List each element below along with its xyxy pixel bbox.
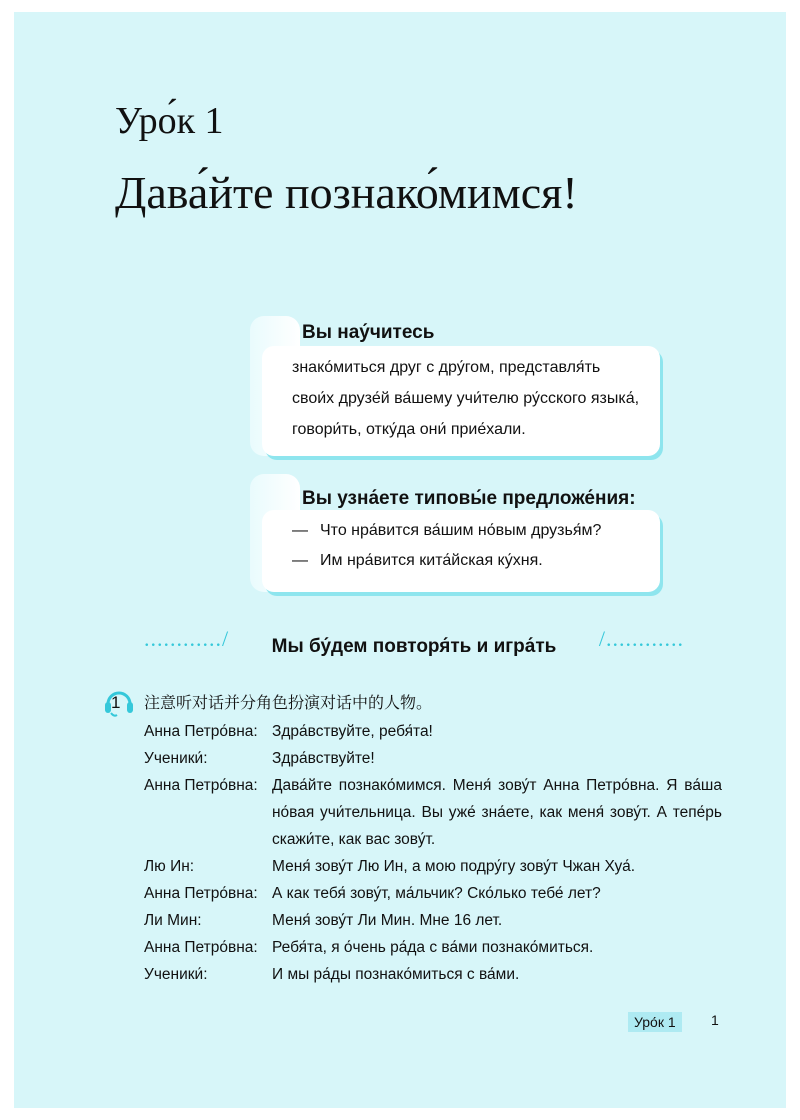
speaker: Анна Петро́вна: — [144, 885, 258, 902]
speech: Ребя́та, я о́чень ра́да с ва́ми познако́миться. — [272, 939, 594, 956]
exercise-number: 1 — [111, 693, 121, 712]
goals-box-body — [262, 346, 660, 456]
phrases-list — [292, 516, 601, 576]
goals-text: знако́миться друг с дру́гом, представля́ть свои́х друзе́й ва́шему учи́телю ру́сского языка́, говори́ть, отку́да они́ прие́хали. — [292, 359, 640, 438]
dialogue-line — [144, 853, 744, 880]
phrase-item — [292, 546, 601, 576]
section-title: Мы бу́дем повторя́ть и игра́ть — [271, 636, 557, 657]
dash-mark: — — [292, 522, 308, 539]
speech: И мы ра́ды познако́миться с ва́ми. — [272, 966, 520, 983]
speaker: Лю Ин: — [144, 858, 195, 875]
phrases-heading: Вы узна́ете типовы́е предложе́ния: — [302, 488, 636, 509]
dialogue-line — [144, 934, 744, 961]
goals-heading: Вы нау́читесь — [302, 322, 435, 343]
dialogue — [144, 718, 744, 988]
speaker: Ли Мин: — [144, 912, 202, 929]
speaker: Ученики́: — [144, 750, 208, 767]
goals-box — [250, 316, 660, 456]
phrases-box-body — [262, 510, 660, 592]
footer-lesson-tag: Уро́к 1 — [628, 1012, 682, 1032]
speech: А как тебя́ зову́т, ма́льчик? Ско́лько тебе́ лет? — [272, 885, 601, 902]
section-header — [144, 624, 684, 660]
dialogue-line — [144, 907, 744, 934]
exercise-instruction: 注意听对话并分角色扮演对话中的人物。 — [144, 693, 433, 712]
dialogue-line — [144, 961, 744, 988]
speaker: Ученики́: — [144, 966, 208, 983]
dialogue-line — [144, 772, 744, 853]
lesson-title: Дава́йте познако́мимся! — [115, 167, 578, 218]
speech: Меня́ зову́т Лю Ин, а мою подру́гу зову́т Чжан Хуа́. — [272, 858, 636, 875]
section-dots-left: ............/ — [144, 626, 230, 651]
dialogue-line — [144, 718, 744, 745]
phrase-text: Им нра́вится кита́йская ку́хня. — [320, 552, 543, 569]
lesson-number: Уро́к 1 — [115, 100, 224, 142]
phrases-box — [250, 474, 660, 592]
speech: Дава́йте познако́мимся. Меня́ зову́т Анна Петро́вна. Я ва́ша но́вая учи́тельница. Вы уже́ зна́ете, как меня́ зову́т. А тепе́рь скажи́те, как вас зову́т. — [272, 777, 722, 848]
phrase-item — [292, 516, 601, 546]
speaker: Анна Петро́вна: — [144, 777, 258, 794]
speech: Здра́вствуйте, ребя́та! — [272, 723, 433, 740]
dash-mark: — — [292, 552, 308, 569]
dialogue-line — [144, 880, 744, 907]
section-dots-right: /............ — [598, 626, 684, 651]
phrase-text: Что нра́вится ва́шим но́вым друзья́м? — [320, 522, 602, 539]
speech: Меня́ зову́т Ли Мин. Мне 16 лет. — [272, 912, 503, 929]
speech: Здра́вствуйте! — [272, 750, 375, 767]
speaker: Анна Петро́вна: — [144, 723, 258, 740]
page-number: 1 — [711, 1012, 719, 1028]
page — [14, 12, 786, 1108]
speaker: Анна Петро́вна: — [144, 939, 258, 956]
dialogue-line — [144, 745, 744, 772]
